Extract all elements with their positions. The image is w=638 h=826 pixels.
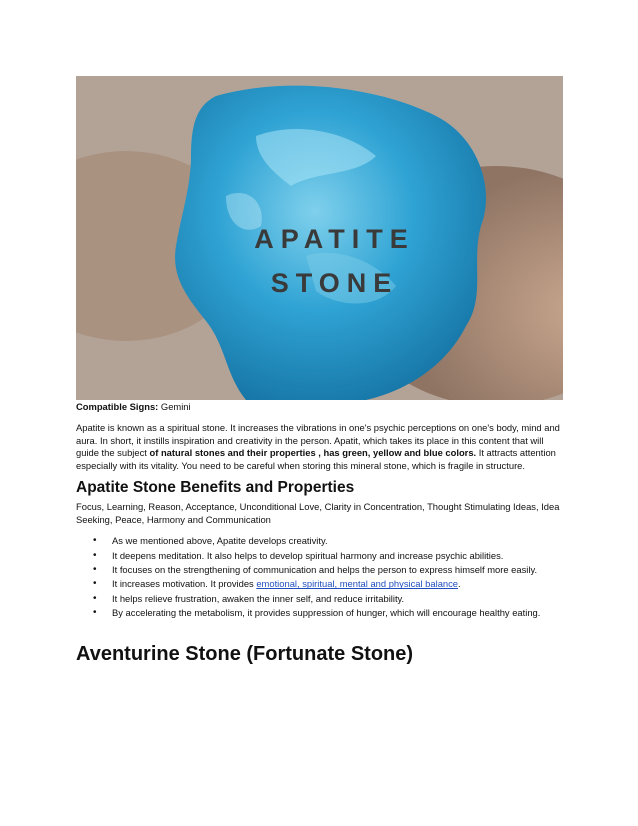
section-heading-aventurine: Aventurine Stone (Fortunate Stone): [76, 642, 414, 665]
overlay-title-line2: STONE: [270, 268, 399, 298]
intro-paragraph: [76, 422, 564, 472]
article-body: [76, 401, 564, 665]
list-item: • By accelerating the metabolism, it provides suppression of hunger, which will encourage healthy eating.: [112, 607, 564, 619]
list-item: • It helps relieve frustration, awaken the inner self, and reduce irritability.: [112, 593, 564, 605]
list-item-text: It increases motivation. It provides: [112, 578, 257, 590]
list-item: • As we mentioned above, Apatite develops creativity.: [112, 535, 564, 547]
compatible-signs: [76, 401, 564, 413]
intro-bold-text: of natural stones and their properties , has green, yellow and blue colors.: [149, 447, 477, 459]
list-item: • It focuses on the strengthening of communication and helps the person to express himself more easily.: [112, 564, 564, 576]
section-heading-apatite-benefits: Apatite Stone Benefits and Properties: [76, 479, 355, 497]
compatible-signs-value: Gemini: [158, 401, 191, 412]
compatible-signs-label: Compatible Signs:: [76, 401, 159, 412]
overlay-title-line1: APATITE: [254, 224, 415, 254]
list-item: [112, 578, 564, 590]
intro-text-before: Apatite is known as a spiritual stone. It increases the vibrations in one's psychic perceptions on one's body, mind and aura. In short, it instills inspiration and creativity in the person. Apatit, which takes its place in this content that will guide the subject: [76, 422, 560, 459]
list-item-suffix: .: [458, 578, 461, 590]
list-item: • It deepens meditation. It also helps to develop spiritual harmony and increase psychic abilities.: [112, 550, 564, 562]
intro-text-after: It attracts attention especially with its vitality. You need to be careful when storing this mineral stone, which is fragile in structure.: [76, 447, 556, 471]
balance-link[interactable]: emotional, spiritual, mental and physical balance: [256, 578, 459, 590]
benefits-list: [76, 535, 564, 619]
keywords-paragraph: Focus, Learning, Reason, Acceptance, Unconditional Love, Clarity in Concentration, Thought Stimulating Ideas, Idea Seeking, Peace, Harmony and Communication: [76, 501, 560, 525]
hero-image: [76, 76, 563, 400]
